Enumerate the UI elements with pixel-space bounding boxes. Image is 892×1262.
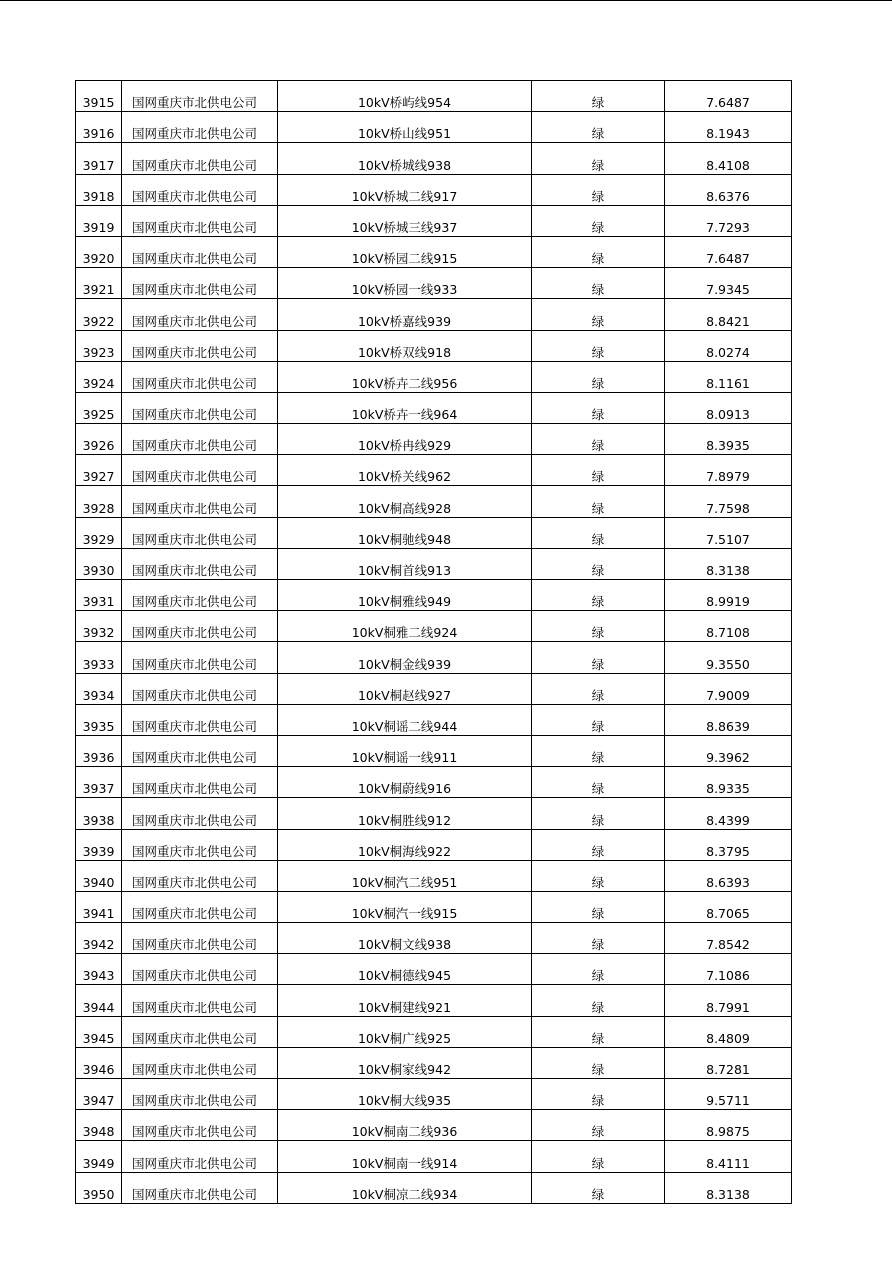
row-number-cell: 3936 bbox=[76, 735, 122, 766]
line-name-cell: 10kV桐雅二线924 bbox=[278, 611, 532, 642]
line-name-cell: 10kV桐建线921 bbox=[278, 985, 532, 1016]
value-cell: 8.4111 bbox=[665, 1141, 792, 1172]
table-row bbox=[76, 174, 792, 205]
value-cell: 8.0274 bbox=[665, 330, 792, 361]
company-cell: 国网重庆市北供电公司 bbox=[122, 860, 278, 891]
line-name-cell: 10kV桐胜线912 bbox=[278, 798, 532, 829]
line-name-cell: 10kV桐谣一线911 bbox=[278, 735, 532, 766]
status-cell: 绿 bbox=[532, 455, 665, 486]
company-cell: 国网重庆市北供电公司 bbox=[122, 174, 278, 205]
table-row bbox=[76, 1172, 792, 1203]
company-cell: 国网重庆市北供电公司 bbox=[122, 1141, 278, 1172]
line-name-cell: 10kV桐广线925 bbox=[278, 1016, 532, 1047]
value-cell: 7.6487 bbox=[665, 81, 792, 112]
line-name-cell: 10kV桐驰线948 bbox=[278, 517, 532, 548]
status-cell: 绿 bbox=[532, 860, 665, 891]
row-number-cell: 3920 bbox=[76, 236, 122, 267]
table-row bbox=[76, 143, 792, 174]
status-cell: 绿 bbox=[532, 143, 665, 174]
status-cell: 绿 bbox=[532, 486, 665, 517]
row-number-cell: 3944 bbox=[76, 985, 122, 1016]
table-row bbox=[76, 860, 792, 891]
row-number-cell: 3916 bbox=[76, 112, 122, 143]
row-number-cell: 3937 bbox=[76, 767, 122, 798]
company-cell: 国网重庆市北供电公司 bbox=[122, 143, 278, 174]
page-top-rule bbox=[0, 0, 892, 1]
value-cell: 9.3962 bbox=[665, 735, 792, 766]
company-cell: 国网重庆市北供电公司 bbox=[122, 548, 278, 579]
row-number-cell: 3923 bbox=[76, 330, 122, 361]
company-cell: 国网重庆市北供电公司 bbox=[122, 1079, 278, 1110]
row-number-cell: 3934 bbox=[76, 673, 122, 704]
company-cell: 国网重庆市北供电公司 bbox=[122, 673, 278, 704]
line-name-cell: 10kV桐德线945 bbox=[278, 954, 532, 985]
row-number-cell: 3917 bbox=[76, 143, 122, 174]
table-row bbox=[76, 798, 792, 829]
company-cell: 国网重庆市北供电公司 bbox=[122, 112, 278, 143]
status-cell: 绿 bbox=[532, 361, 665, 392]
row-number-cell: 3938 bbox=[76, 798, 122, 829]
table-row bbox=[76, 891, 792, 922]
status-cell: 绿 bbox=[532, 829, 665, 860]
value-cell: 8.7281 bbox=[665, 1047, 792, 1078]
value-cell: 8.9919 bbox=[665, 580, 792, 611]
company-cell: 国网重庆市北供电公司 bbox=[122, 1047, 278, 1078]
table-row bbox=[76, 954, 792, 985]
value-cell: 7.5107 bbox=[665, 517, 792, 548]
table-row bbox=[76, 704, 792, 735]
status-cell: 绿 bbox=[532, 611, 665, 642]
status-cell: 绿 bbox=[532, 548, 665, 579]
company-cell: 国网重庆市北供电公司 bbox=[122, 268, 278, 299]
line-name-cell: 10kV桐谣二线944 bbox=[278, 704, 532, 735]
table-row bbox=[76, 829, 792, 860]
status-cell: 绿 bbox=[532, 923, 665, 954]
line-name-cell: 10kV桥双线918 bbox=[278, 330, 532, 361]
row-number-cell: 3915 bbox=[76, 81, 122, 112]
table-row bbox=[76, 112, 792, 143]
company-cell: 国网重庆市北供电公司 bbox=[122, 735, 278, 766]
status-cell: 绿 bbox=[532, 1172, 665, 1203]
company-cell: 国网重庆市北供电公司 bbox=[122, 236, 278, 267]
status-cell: 绿 bbox=[532, 735, 665, 766]
status-cell: 绿 bbox=[532, 1079, 665, 1110]
table-row bbox=[76, 1141, 792, 1172]
table-row bbox=[76, 330, 792, 361]
line-name-cell: 10kV桐汽一线915 bbox=[278, 891, 532, 922]
line-name-cell: 10kV桐蔚线916 bbox=[278, 767, 532, 798]
status-cell: 绿 bbox=[532, 767, 665, 798]
line-name-cell: 10kV桥冉线929 bbox=[278, 424, 532, 455]
value-cell: 8.8421 bbox=[665, 299, 792, 330]
value-cell: 8.3138 bbox=[665, 1172, 792, 1203]
status-cell: 绿 bbox=[532, 1047, 665, 1078]
line-name-cell: 10kV桐家线942 bbox=[278, 1047, 532, 1078]
value-cell: 8.9335 bbox=[665, 767, 792, 798]
status-cell: 绿 bbox=[532, 112, 665, 143]
company-cell: 国网重庆市北供电公司 bbox=[122, 923, 278, 954]
status-cell: 绿 bbox=[532, 517, 665, 548]
line-name-cell: 10kV桐赵线927 bbox=[278, 673, 532, 704]
line-name-cell: 10kV桐海线922 bbox=[278, 829, 532, 860]
value-cell: 7.8979 bbox=[665, 455, 792, 486]
row-number-cell: 3943 bbox=[76, 954, 122, 985]
line-name-cell: 10kV桐高线928 bbox=[278, 486, 532, 517]
value-cell: 8.1161 bbox=[665, 361, 792, 392]
company-cell: 国网重庆市北供电公司 bbox=[122, 361, 278, 392]
line-name-cell: 10kV桐南一线914 bbox=[278, 1141, 532, 1172]
value-cell: 8.8639 bbox=[665, 704, 792, 735]
line-name-cell: 10kV桥园二线915 bbox=[278, 236, 532, 267]
line-name-cell: 10kV桐大线935 bbox=[278, 1079, 532, 1110]
table-row bbox=[76, 236, 792, 267]
value-cell: 8.6393 bbox=[665, 860, 792, 891]
row-number-cell: 3922 bbox=[76, 299, 122, 330]
value-cell: 7.9345 bbox=[665, 268, 792, 299]
company-cell: 国网重庆市北供电公司 bbox=[122, 767, 278, 798]
line-name-cell: 10kV桐汽二线951 bbox=[278, 860, 532, 891]
table-row bbox=[76, 611, 792, 642]
company-cell: 国网重庆市北供电公司 bbox=[122, 1172, 278, 1203]
company-cell: 国网重庆市北供电公司 bbox=[122, 954, 278, 985]
company-cell: 国网重庆市北供电公司 bbox=[122, 891, 278, 922]
status-cell: 绿 bbox=[532, 580, 665, 611]
company-cell: 国网重庆市北供电公司 bbox=[122, 517, 278, 548]
row-number-cell: 3926 bbox=[76, 424, 122, 455]
table-row bbox=[76, 392, 792, 423]
row-number-cell: 3942 bbox=[76, 923, 122, 954]
company-cell: 国网重庆市北供电公司 bbox=[122, 330, 278, 361]
company-cell: 国网重庆市北供电公司 bbox=[122, 798, 278, 829]
value-cell: 7.6487 bbox=[665, 236, 792, 267]
status-cell: 绿 bbox=[532, 205, 665, 236]
status-cell: 绿 bbox=[532, 268, 665, 299]
value-cell: 8.1943 bbox=[665, 112, 792, 143]
status-cell: 绿 bbox=[532, 81, 665, 112]
row-number-cell: 3930 bbox=[76, 548, 122, 579]
value-cell: 8.4108 bbox=[665, 143, 792, 174]
status-cell: 绿 bbox=[532, 1141, 665, 1172]
row-number-cell: 3919 bbox=[76, 205, 122, 236]
value-cell: 9.3550 bbox=[665, 642, 792, 673]
table-body bbox=[76, 81, 792, 1204]
status-cell: 绿 bbox=[532, 392, 665, 423]
status-cell: 绿 bbox=[532, 985, 665, 1016]
table-row bbox=[76, 735, 792, 766]
line-name-cell: 10kV桥屿线954 bbox=[278, 81, 532, 112]
company-cell: 国网重庆市北供电公司 bbox=[122, 611, 278, 642]
row-number-cell: 3927 bbox=[76, 455, 122, 486]
status-cell: 绿 bbox=[532, 174, 665, 205]
line-name-cell: 10kV桐金线939 bbox=[278, 642, 532, 673]
row-number-cell: 3941 bbox=[76, 891, 122, 922]
line-name-cell: 10kV桐雅线949 bbox=[278, 580, 532, 611]
row-number-cell: 3918 bbox=[76, 174, 122, 205]
table-row bbox=[76, 923, 792, 954]
row-number-cell: 3924 bbox=[76, 361, 122, 392]
status-cell: 绿 bbox=[532, 798, 665, 829]
table-row bbox=[76, 642, 792, 673]
line-name-cell: 10kV桐凉二线934 bbox=[278, 1172, 532, 1203]
company-cell: 国网重庆市北供电公司 bbox=[122, 455, 278, 486]
row-number-cell: 3921 bbox=[76, 268, 122, 299]
company-cell: 国网重庆市北供电公司 bbox=[122, 704, 278, 735]
status-cell: 绿 bbox=[532, 1016, 665, 1047]
value-cell: 7.7598 bbox=[665, 486, 792, 517]
value-cell: 8.4399 bbox=[665, 798, 792, 829]
value-cell: 7.9009 bbox=[665, 673, 792, 704]
company-cell: 国网重庆市北供电公司 bbox=[122, 299, 278, 330]
row-number-cell: 3948 bbox=[76, 1110, 122, 1141]
company-cell: 国网重庆市北供电公司 bbox=[122, 580, 278, 611]
table-row bbox=[76, 1016, 792, 1047]
row-number-cell: 3947 bbox=[76, 1079, 122, 1110]
line-name-cell: 10kV桐文线938 bbox=[278, 923, 532, 954]
line-name-cell: 10kV桥嘉线939 bbox=[278, 299, 532, 330]
row-number-cell: 3931 bbox=[76, 580, 122, 611]
table-row bbox=[76, 1079, 792, 1110]
line-name-cell: 10kV桐首线913 bbox=[278, 548, 532, 579]
table-row bbox=[76, 580, 792, 611]
row-number-cell: 3945 bbox=[76, 1016, 122, 1047]
value-cell: 7.8542 bbox=[665, 923, 792, 954]
company-cell: 国网重庆市北供电公司 bbox=[122, 205, 278, 236]
company-cell: 国网重庆市北供电公司 bbox=[122, 985, 278, 1016]
row-number-cell: 3950 bbox=[76, 1172, 122, 1203]
line-name-cell: 10kV桥城三线937 bbox=[278, 205, 532, 236]
line-name-cell: 10kV桥卉二线956 bbox=[278, 361, 532, 392]
row-number-cell: 3949 bbox=[76, 1141, 122, 1172]
row-number-cell: 3933 bbox=[76, 642, 122, 673]
value-cell: 8.7108 bbox=[665, 611, 792, 642]
table-row bbox=[76, 1047, 792, 1078]
table-row bbox=[76, 517, 792, 548]
value-cell: 8.9875 bbox=[665, 1110, 792, 1141]
status-cell: 绿 bbox=[532, 299, 665, 330]
row-number-cell: 3929 bbox=[76, 517, 122, 548]
company-cell: 国网重庆市北供电公司 bbox=[122, 486, 278, 517]
table-row bbox=[76, 205, 792, 236]
table-row bbox=[76, 424, 792, 455]
status-cell: 绿 bbox=[532, 891, 665, 922]
table-row bbox=[76, 1110, 792, 1141]
status-cell: 绿 bbox=[532, 954, 665, 985]
row-number-cell: 3940 bbox=[76, 860, 122, 891]
row-number-cell: 3935 bbox=[76, 704, 122, 735]
value-cell: 9.5711 bbox=[665, 1079, 792, 1110]
company-cell: 国网重庆市北供电公司 bbox=[122, 1110, 278, 1141]
table-row bbox=[76, 548, 792, 579]
value-cell: 8.7065 bbox=[665, 891, 792, 922]
status-cell: 绿 bbox=[532, 236, 665, 267]
company-cell: 国网重庆市北供电公司 bbox=[122, 642, 278, 673]
value-cell: 8.3138 bbox=[665, 548, 792, 579]
company-cell: 国网重庆市北供电公司 bbox=[122, 829, 278, 860]
table-row bbox=[76, 673, 792, 704]
value-cell: 7.1086 bbox=[665, 954, 792, 985]
line-name-cell: 10kV桥城二线917 bbox=[278, 174, 532, 205]
value-cell: 8.6376 bbox=[665, 174, 792, 205]
company-cell: 国网重庆市北供电公司 bbox=[122, 1016, 278, 1047]
line-name-cell: 10kV桥城线938 bbox=[278, 143, 532, 174]
table-row bbox=[76, 299, 792, 330]
table-row bbox=[76, 81, 792, 112]
row-number-cell: 3928 bbox=[76, 486, 122, 517]
value-cell: 8.3935 bbox=[665, 424, 792, 455]
status-cell: 绿 bbox=[532, 424, 665, 455]
table-row bbox=[76, 361, 792, 392]
value-cell: 8.0913 bbox=[665, 392, 792, 423]
line-name-cell: 10kV桥园一线933 bbox=[278, 268, 532, 299]
company-cell: 国网重庆市北供电公司 bbox=[122, 81, 278, 112]
company-cell: 国网重庆市北供电公司 bbox=[122, 392, 278, 423]
status-cell: 绿 bbox=[532, 642, 665, 673]
row-number-cell: 3946 bbox=[76, 1047, 122, 1078]
row-number-cell: 3925 bbox=[76, 392, 122, 423]
table-row bbox=[76, 985, 792, 1016]
line-name-cell: 10kV桥关线962 bbox=[278, 455, 532, 486]
status-cell: 绿 bbox=[532, 673, 665, 704]
status-cell: 绿 bbox=[532, 704, 665, 735]
row-number-cell: 3932 bbox=[76, 611, 122, 642]
value-cell: 8.4809 bbox=[665, 1016, 792, 1047]
value-cell: 8.7991 bbox=[665, 985, 792, 1016]
row-number-cell: 3939 bbox=[76, 829, 122, 860]
status-cell: 绿 bbox=[532, 1110, 665, 1141]
table-row bbox=[76, 268, 792, 299]
value-cell: 7.7293 bbox=[665, 205, 792, 236]
line-name-cell: 10kV桥卉一线964 bbox=[278, 392, 532, 423]
table-row bbox=[76, 455, 792, 486]
table-row bbox=[76, 767, 792, 798]
company-cell: 国网重庆市北供电公司 bbox=[122, 424, 278, 455]
line-name-cell: 10kV桥山线951 bbox=[278, 112, 532, 143]
status-cell: 绿 bbox=[532, 330, 665, 361]
value-cell: 8.3795 bbox=[665, 829, 792, 860]
data-table bbox=[75, 80, 792, 1204]
line-name-cell: 10kV桐南二线936 bbox=[278, 1110, 532, 1141]
table-row bbox=[76, 486, 792, 517]
